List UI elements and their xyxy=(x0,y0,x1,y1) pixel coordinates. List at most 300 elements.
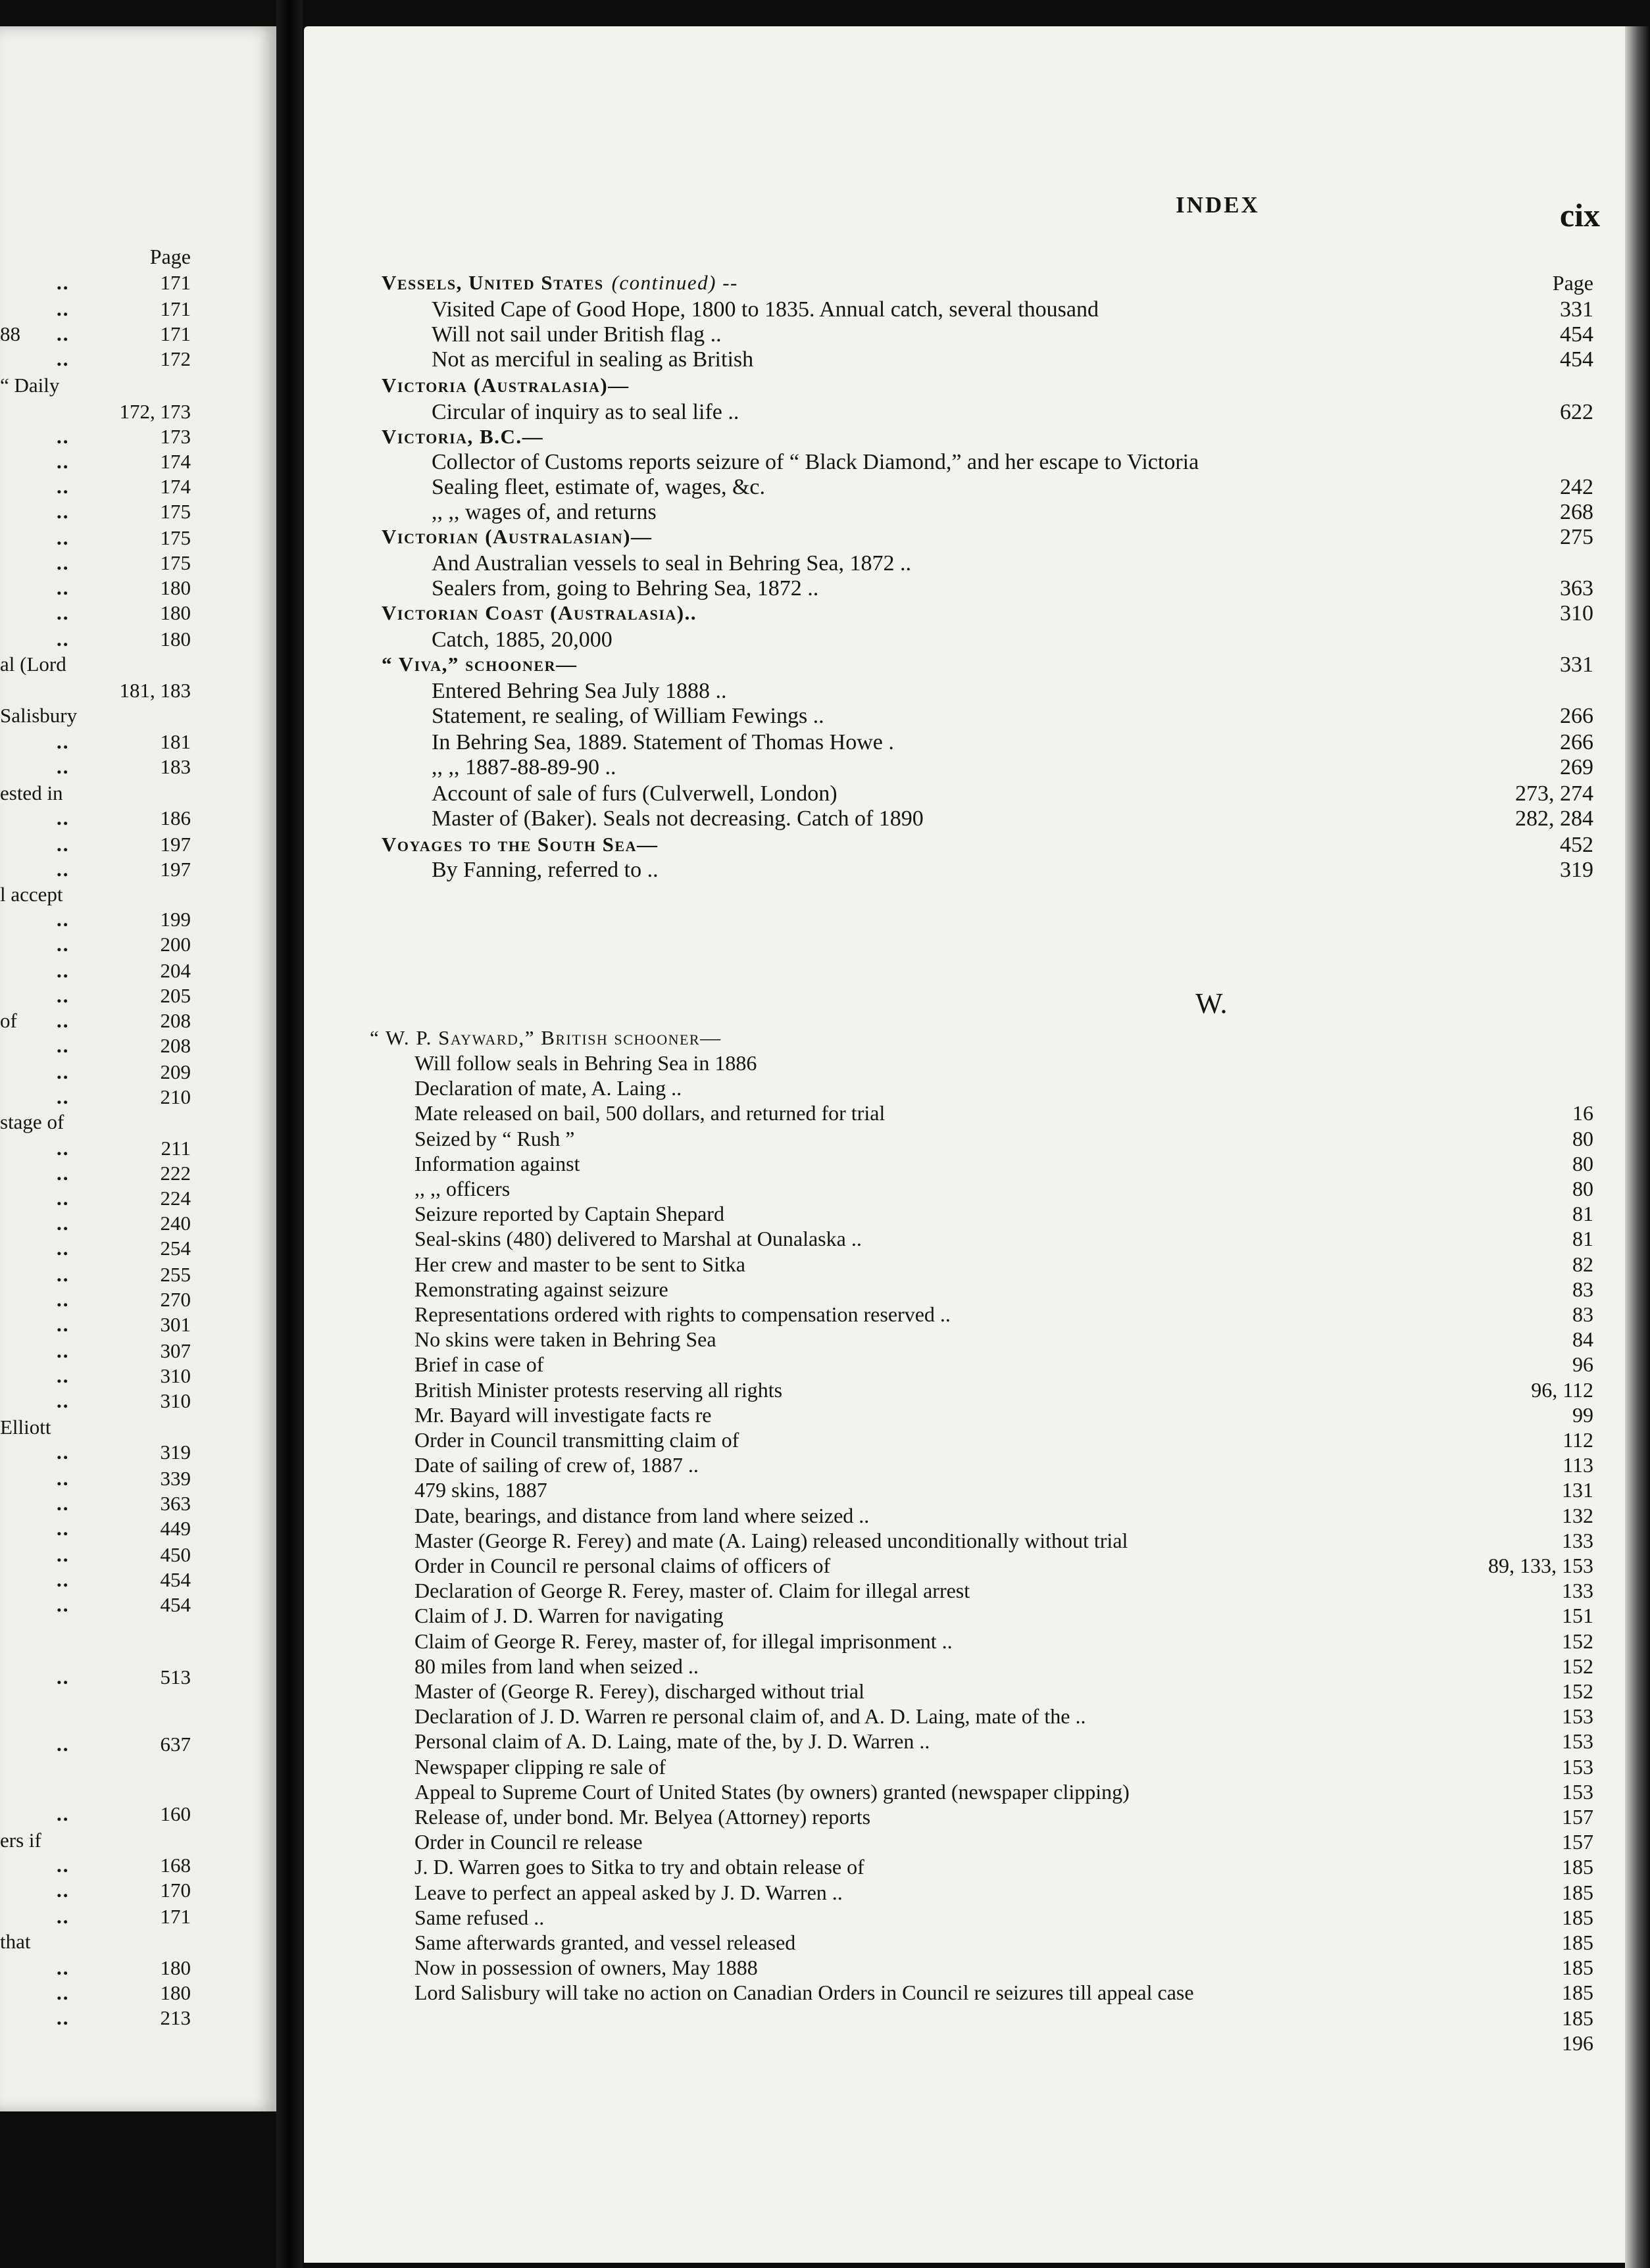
previous-page-row xyxy=(0,704,276,730)
previous-page-column-label: Page xyxy=(149,245,191,268)
previous-page-row xyxy=(0,959,276,985)
previous-page-row-page: 307 xyxy=(160,1339,191,1362)
index-page-number: 310 xyxy=(1560,601,1593,626)
index-page-number: 99 xyxy=(1572,1402,1593,1427)
previous-page-row-leader: .. xyxy=(57,1956,70,1979)
index-entry: Same refused .. xyxy=(414,1905,545,1929)
previous-page-row-page: 183 xyxy=(160,755,191,778)
index-page-number: 80 xyxy=(1572,1151,1593,1175)
previous-page-row-leader: .. xyxy=(57,1517,70,1540)
previous-page-row-page: 168 xyxy=(160,1854,191,1877)
previous-page-row-page: 175 xyxy=(160,551,191,574)
previous-page-row xyxy=(0,500,276,526)
previous-page-row-page: 170 xyxy=(160,1879,191,1902)
index-page-number: 80 xyxy=(1572,1126,1593,1150)
index-heading-text: “ Viva,” schooner— xyxy=(382,653,578,676)
index-page-number: 185 xyxy=(1562,1931,1593,1954)
index-page-number: 185 xyxy=(1562,1880,1593,1904)
previous-page-row-page: 173 xyxy=(160,425,191,448)
previous-page-row-text: ers if xyxy=(0,1829,41,1852)
previous-page-row xyxy=(0,601,276,628)
previous-page-row xyxy=(0,1110,276,1137)
index-page-number: 83 xyxy=(1572,1277,1593,1301)
index-entry: Information against xyxy=(414,1151,580,1175)
index-entry: Order in Council re release xyxy=(414,1830,643,1854)
index-page-number: 275 xyxy=(1560,525,1593,549)
index-page-number: 153 xyxy=(1562,1729,1593,1754)
index-page-number: 16 xyxy=(1572,1101,1593,1125)
index-page-number: 268 xyxy=(1560,500,1593,524)
previous-page-row-text: “ Daily xyxy=(0,374,60,397)
index-page-number: 319 xyxy=(1560,858,1593,882)
previous-page-row xyxy=(0,806,276,833)
index-entry: And Australian vessels to seal in Behring Sea, 1872 .. xyxy=(432,551,912,576)
index-page-number: 185 xyxy=(1562,2006,1593,2030)
previous-page-row-page: 454 xyxy=(160,1568,191,1591)
previous-page-row xyxy=(0,1313,276,1339)
index-page-number: 153 xyxy=(1562,1704,1593,1729)
previous-page-row-page: 211 xyxy=(161,1137,191,1160)
previous-page-row xyxy=(0,425,276,451)
previous-page-row-page: 175 xyxy=(160,526,191,549)
index-page-number: 84 xyxy=(1572,1327,1593,1352)
previous-page-row-leader: .. xyxy=(57,1060,70,1083)
index-heading-text: Victorian Coast (Australasia).. xyxy=(382,601,697,624)
previous-page-row-page: 200 xyxy=(160,933,191,956)
previous-page-row xyxy=(0,1085,276,1112)
index-entry: Claim of J. D. Warren for navigating xyxy=(414,1604,724,1628)
previous-page-row-leader: .. xyxy=(57,933,70,956)
index-page-number: 266 xyxy=(1560,704,1593,728)
page-edge-shadow xyxy=(1625,26,1650,2268)
previous-page-row-leader: .. xyxy=(57,1593,70,1616)
index-entry: Claim of George R. Ferey, master of, for illegal imprisonment .. xyxy=(414,1629,953,1653)
previous-page-row-page: 210 xyxy=(160,1085,191,1108)
previous-page-row-page: 637 xyxy=(160,1733,191,1756)
index-entry: Declaration of J. D. Warren re personal claim of, and A. D. Laing, mate of the .. xyxy=(414,1704,1086,1729)
previous-page-row-leader: .. xyxy=(57,1364,70,1387)
previous-page-row-page: 204 xyxy=(160,959,191,982)
index-entry: Seizure reported by Captain Shepard xyxy=(414,1202,724,1226)
index-entry: Visited Cape of Good Hope, 1800 to 1835. Annual catch, several thousand xyxy=(432,297,1099,322)
index-page-number: 622 xyxy=(1560,400,1593,424)
previous-page-row-page: 174 xyxy=(160,450,191,473)
index-page-number: 273, 274 xyxy=(1515,781,1593,806)
index-page-number: 131 xyxy=(1562,1478,1593,1502)
previous-page-row-leader: .. xyxy=(57,1288,70,1311)
previous-page-row-leader: .. xyxy=(57,425,70,448)
previous-page-row xyxy=(0,1212,276,1238)
previous-page-row-page: 513 xyxy=(160,1665,191,1689)
index-heading-text: Victorian (Australasian)— xyxy=(382,525,653,548)
index-heading xyxy=(382,374,630,397)
index-page-number: 133 xyxy=(1562,1528,1593,1552)
previous-page-row-page: 255 xyxy=(160,1263,191,1286)
previous-page-row xyxy=(0,1829,276,1855)
index-entry: Master of (George R. Ferey), discharged without trial xyxy=(414,1679,864,1703)
previous-page-row xyxy=(0,755,276,781)
index-page-number: 454 xyxy=(1560,322,1593,347)
index-page-number: 89, 133, 153 xyxy=(1488,1554,1593,1577)
previous-page-row-page: 224 xyxy=(160,1187,191,1210)
previous-page-row-page: 450 xyxy=(160,1543,191,1566)
previous-page-row-leader: .. xyxy=(57,1543,70,1566)
previous-page-row-leader: .. xyxy=(57,1034,70,1057)
index-page-number: 242 xyxy=(1560,475,1593,499)
index-entry: 479 skins, 1887 xyxy=(414,1478,547,1502)
index-entry: Master of (Baker). Seals not decreasing. Catch of 1890 xyxy=(432,806,924,831)
previous-page-fragment xyxy=(0,26,276,2111)
previous-page-row-page: 172, 173 xyxy=(119,400,191,423)
previous-page-row-leader: .. xyxy=(57,1802,70,1825)
index-page-number: 185 xyxy=(1562,1905,1593,1929)
previous-page-row-leader: .. xyxy=(57,1009,70,1032)
previous-page-row xyxy=(0,576,276,603)
previous-page-row-text: al (Lord xyxy=(0,653,66,676)
index-page-number: 331 xyxy=(1560,297,1593,322)
previous-page-row-page: 213 xyxy=(160,2006,191,2029)
previous-page-row-leader: .. xyxy=(57,1467,70,1490)
index-heading xyxy=(382,271,738,295)
index-heading xyxy=(382,601,697,625)
previous-page-row-page: 301 xyxy=(160,1313,191,1336)
previous-page-row xyxy=(0,858,276,884)
index-heading xyxy=(382,525,652,549)
previous-page-row-leader: .. xyxy=(57,271,70,294)
previous-page-row-page: 199 xyxy=(160,908,191,931)
previous-page-row-text: l accept xyxy=(0,883,63,906)
previous-page-row-leader: .. xyxy=(57,1854,70,1877)
index-page-number: 157 xyxy=(1562,1805,1593,1829)
previous-page-row xyxy=(0,1665,276,1692)
previous-page-row-leader: .. xyxy=(57,297,70,320)
previous-page-row-leader: .. xyxy=(57,475,70,498)
index-heading xyxy=(382,833,658,856)
previous-page-row-page: 197 xyxy=(160,858,191,881)
index-page-number: 269 xyxy=(1560,755,1593,779)
previous-page-row-leader: .. xyxy=(57,858,70,881)
previous-page-row xyxy=(0,1237,276,1263)
previous-page-row-page: 454 xyxy=(160,1593,191,1616)
index-entry: Brief in case of xyxy=(414,1352,544,1377)
previous-page-row xyxy=(0,1364,276,1391)
previous-page-row-leader: .. xyxy=(57,2006,70,2029)
previous-page-row xyxy=(0,883,276,909)
previous-page-row-leader: .. xyxy=(57,551,70,574)
previous-page-row-page: 205 xyxy=(160,984,191,1007)
previous-page-row xyxy=(0,271,276,297)
previous-page-row-text: Elliott xyxy=(0,1416,51,1439)
previous-page-row xyxy=(0,1930,276,1956)
index-page-number: 452 xyxy=(1560,833,1593,857)
previous-page-row-leader: .. xyxy=(57,526,70,549)
previous-page-row-leader: .. xyxy=(57,628,70,651)
previous-page-row xyxy=(0,679,276,705)
index-page-number: 157 xyxy=(1562,1830,1593,1854)
previous-page-row-page: 174 xyxy=(160,475,191,498)
previous-page-row-leader: .. xyxy=(57,347,70,370)
previous-page-row xyxy=(0,781,276,808)
previous-page-row xyxy=(0,2006,276,2033)
previous-page-row-page: 180 xyxy=(160,1981,191,2004)
previous-page-row xyxy=(0,1187,276,1213)
previous-page-row-leader: .. xyxy=(57,1879,70,1902)
previous-page-row-leader: .. xyxy=(57,1492,70,1515)
previous-page-row-leader: .. xyxy=(57,1905,70,1928)
previous-page-row xyxy=(0,322,276,349)
index-entry: British Minister protests reserving all rights xyxy=(414,1377,783,1402)
previous-page-row xyxy=(0,1263,276,1289)
previous-page-row xyxy=(0,1137,276,1163)
index-page-number: 185 xyxy=(1562,1956,1593,1980)
index-entry: No skins were taken in Behring Sea xyxy=(414,1327,716,1352)
page-folio: cix xyxy=(1559,197,1600,234)
index-entry: Now in possession of owners, May 1888 xyxy=(414,1956,758,1980)
index-page xyxy=(304,26,1646,2263)
index-entry: Account of sale of furs (Culverwell, London) xyxy=(432,781,838,806)
previous-page-row-leader: .. xyxy=(57,322,70,345)
previous-page-row-leader: .. xyxy=(57,500,70,523)
previous-page-row xyxy=(0,297,276,324)
previous-page-row-leader: .. xyxy=(57,959,70,982)
previous-page-row-page: 180 xyxy=(160,628,191,651)
previous-page-row xyxy=(0,475,276,501)
index-heading-text: Vessels, United States xyxy=(382,271,604,294)
previous-page-row xyxy=(0,730,276,756)
previous-page-row-leader: .. xyxy=(57,601,70,624)
previous-page-row xyxy=(0,526,276,553)
previous-page-row xyxy=(0,1009,276,1035)
previous-page-row-page: 208 xyxy=(160,1009,191,1032)
running-head: INDEX xyxy=(1176,192,1260,218)
previous-page-row xyxy=(0,1854,276,1880)
index-entry: Order in Council transmitting claim of xyxy=(414,1428,739,1452)
index-page-number: 152 xyxy=(1562,1654,1593,1678)
previous-page-row-leader: .. xyxy=(57,450,70,473)
previous-page-row-page: 310 xyxy=(160,1389,191,1412)
previous-page-row xyxy=(0,1568,276,1594)
previous-page-row xyxy=(0,1802,276,1829)
index-entry: Personal claim of A. D. Laing, mate of the, by J. D. Warren .. xyxy=(414,1729,930,1754)
previous-page-row xyxy=(0,984,276,1010)
previous-page-row-text: Salisbury xyxy=(0,704,78,727)
index-page-number: 151 xyxy=(1562,1604,1593,1628)
index-page-number: 112 xyxy=(1562,1428,1593,1452)
index-entry: Will follow seals in Behring Sea in 1886 xyxy=(414,1051,757,1075)
previous-page-row-leader: .. xyxy=(57,1568,70,1591)
index-page-number: 81 xyxy=(1572,1202,1593,1226)
index-entry: ,, ,, officers xyxy=(414,1177,511,1200)
previous-page-row-page: 180 xyxy=(160,1956,191,1979)
previous-page-row-page: 180 xyxy=(160,576,191,599)
previous-page-row-leader: .. xyxy=(57,730,70,753)
previous-page-row-page: 208 xyxy=(160,1034,191,1057)
previous-page-row-page: 209 xyxy=(160,1060,191,1083)
index-entry: Leave to perfect an appeal asked by J. D. Warren .. xyxy=(414,1880,843,1904)
index-heading-note: (continued) -- xyxy=(611,271,738,294)
previous-page-row-leader: .. xyxy=(57,1441,70,1464)
index-entry: Statement, re sealing, of William Fewings .. xyxy=(432,704,824,728)
previous-page-row-leader: .. xyxy=(57,984,70,1007)
previous-page-row xyxy=(0,1441,276,1467)
previous-page-row xyxy=(0,1905,276,1931)
index-entry: Will not sail under British flag .. xyxy=(432,322,722,347)
previous-page-row-page: 171 xyxy=(160,322,191,345)
index-page-number: 266 xyxy=(1560,730,1593,754)
index-entry: ,, ,, wages of, and returns xyxy=(432,500,657,524)
index-page-number: 153 xyxy=(1562,1754,1593,1779)
index-entry: Remonstrating against seizure xyxy=(414,1277,668,1301)
previous-page-row-page: 449 xyxy=(160,1517,191,1540)
previous-page-row xyxy=(0,450,276,476)
previous-page-row-page: 254 xyxy=(160,1237,191,1260)
index-entry: J. D. Warren goes to Sitka to try and obtain release of xyxy=(414,1855,864,1879)
previous-page-row-page: 171 xyxy=(160,1905,191,1928)
previous-page-row-leader: .. xyxy=(57,1733,70,1756)
previous-page-row-leader: .. xyxy=(57,806,70,829)
previous-page-row-leader: .. xyxy=(57,1313,70,1336)
index-page-number: 83 xyxy=(1572,1302,1593,1326)
previous-page-row xyxy=(0,653,276,679)
previous-page-row-page: 171 xyxy=(160,271,191,294)
previous-page-row xyxy=(0,347,276,374)
index-entry: Mr. Bayard will investigate facts re xyxy=(414,1402,712,1427)
index-entry: Entered Behring Sea July 1888 .. xyxy=(432,679,727,703)
previous-page-row-leader: .. xyxy=(57,1187,70,1210)
index-page-number: 96, 112 xyxy=(1531,1377,1593,1402)
previous-page-row-page: 180 xyxy=(160,601,191,624)
index-entry: Same afterwards granted, and vessel released xyxy=(414,1931,796,1954)
previous-page-row-page: 175 xyxy=(160,500,191,523)
previous-page-row-page: 172 xyxy=(160,347,191,370)
previous-page-row xyxy=(0,833,276,859)
index-entry: Collector of Customs reports seizure of “ Black Diamond,” and her escape to Victoria xyxy=(432,450,1199,474)
index-entry: Date, bearings, and distance from land where seized .. xyxy=(414,1503,870,1527)
index-page-number: 153 xyxy=(1562,1779,1593,1804)
index-entry: Release of, under bond. Mr. Belyea (Attorney) reports xyxy=(414,1805,871,1829)
previous-page-row-leader: .. xyxy=(57,1085,70,1108)
previous-page-row xyxy=(0,1288,276,1314)
previous-page-row-page: 222 xyxy=(160,1162,191,1185)
previous-page-row-text: ested in xyxy=(0,781,63,804)
index-entry: Seal-skins (480) delivered to Marshal at Ounalaska .. xyxy=(414,1227,862,1251)
previous-page-row xyxy=(0,1517,276,1543)
previous-page-row xyxy=(0,1162,276,1188)
previous-page-row xyxy=(0,1492,276,1518)
index-page-number: 81 xyxy=(1572,1227,1593,1251)
previous-page-row xyxy=(0,1593,276,1619)
index-entry: Her crew and master to be sent to Sitka xyxy=(414,1252,745,1276)
index-heading: “ W. P. Sayward,” British schooner— xyxy=(370,1026,722,1049)
page-column-label: Page xyxy=(1552,271,1593,295)
index-entry: Lord Salisbury will take no action on Canadian Orders in Council re seizures till appeal case xyxy=(414,1981,1194,2005)
index-entry: Not as merciful in sealing as British xyxy=(432,347,754,372)
previous-page-row xyxy=(0,1879,276,1905)
previous-page-row xyxy=(0,1389,276,1416)
index-heading xyxy=(382,425,543,449)
index-entry: Appeal to Supreme Court of United States (by owners) granted (newspaper clipping) xyxy=(414,1779,1130,1804)
previous-page-row-page: 181 xyxy=(160,730,191,753)
index-entry: Sealing fleet, estimate of, wages, &c. xyxy=(432,475,765,499)
index-entry: Date of sailing of crew of, 1887 .. xyxy=(414,1453,699,1477)
index-entry: In Behring Sea, 1889. Statement of Thomas Howe . xyxy=(432,730,894,754)
previous-page-row-leader: .. xyxy=(57,1339,70,1362)
index-entry: Sealers from, going to Behring Sea, 1872 .. xyxy=(432,576,819,601)
index-entry: Seized by “ Rush ” xyxy=(414,1126,575,1150)
previous-page-row-leader: .. xyxy=(57,1212,70,1235)
previous-page-row-leader: .. xyxy=(57,1263,70,1286)
previous-page-row xyxy=(0,400,276,426)
index-entry: Master (George R. Ferey) and mate (A. Laing) released unconditionally without trial xyxy=(414,1528,1128,1552)
previous-page-row-page: 181, 183 xyxy=(119,679,191,702)
index-heading-text: Voyages to the South Sea— xyxy=(382,833,659,856)
previous-page-row-page: 240 xyxy=(160,1212,191,1235)
previous-page-row-page: 270 xyxy=(160,1288,191,1311)
index-entry: Newspaper clipping re sale of xyxy=(414,1754,666,1779)
previous-page-row-leader: .. xyxy=(57,755,70,778)
index-entry: Circular of inquiry as to seal life .. xyxy=(432,400,739,424)
previous-page-row-leader: .. xyxy=(57,1665,70,1689)
index-entry: Representations ordered with rights to compensation reserved .. xyxy=(414,1302,951,1326)
previous-page-row-page: 186 xyxy=(160,806,191,829)
previous-page-row xyxy=(0,1060,276,1087)
index-page-number: 113 xyxy=(1562,1453,1593,1477)
index-page-number: 185 xyxy=(1562,1855,1593,1879)
previous-page-row-text: of xyxy=(0,1009,17,1032)
previous-page-row-text: 88 xyxy=(0,322,20,345)
previous-page-row-page: 197 xyxy=(160,833,191,856)
previous-page-row xyxy=(0,1981,276,2008)
previous-page-row-leader: .. xyxy=(57,1237,70,1260)
index-page-number: 363 xyxy=(1560,576,1593,601)
previous-page-row-page: 310 xyxy=(160,1364,191,1387)
index-page-number: 82 xyxy=(1572,1252,1593,1276)
previous-page-row-text: stage of xyxy=(0,1110,64,1133)
previous-page-row-leader: .. xyxy=(57,1137,70,1160)
index-entry: Declaration of George R. Ferey, master of. Claim for illegal arrest xyxy=(414,1579,970,1603)
index-entry: Mate released on bail, 500 dollars, and returned for trial xyxy=(414,1101,886,1125)
previous-page-row xyxy=(0,933,276,959)
index-heading-text: Victoria, B.C.— xyxy=(382,425,544,448)
previous-page-row-leader: .. xyxy=(57,1981,70,2004)
index-entry: Declaration of mate, A. Laing .. xyxy=(414,1076,682,1100)
index-page-number: 80 xyxy=(1572,1177,1593,1200)
index-entry: 80 miles from land when seized .. xyxy=(414,1654,699,1678)
index-page-number: 196 xyxy=(1562,2031,1593,2055)
previous-page-row-page: 339 xyxy=(160,1467,191,1490)
previous-page-row xyxy=(0,908,276,934)
index-page-number: 282, 284 xyxy=(1515,806,1593,831)
previous-page-row xyxy=(0,1733,276,1759)
index-page-number: 185 xyxy=(1562,1981,1593,2005)
index-page-number: 454 xyxy=(1560,347,1593,372)
previous-page-row-leader: .. xyxy=(57,1162,70,1185)
previous-page-row-leader: .. xyxy=(57,908,70,931)
section-letter: W. xyxy=(1195,987,1228,1020)
index-page-number: 331 xyxy=(1560,653,1593,677)
previous-page-row xyxy=(0,1543,276,1569)
index-entry: ,, ,, 1887-88-89-90 .. xyxy=(432,755,616,779)
index-page-number: 96 xyxy=(1572,1352,1593,1377)
previous-page-row xyxy=(0,551,276,578)
previous-page-row xyxy=(0,1416,276,1442)
previous-page-row-page: 319 xyxy=(160,1441,191,1464)
previous-page-row xyxy=(0,1467,276,1493)
previous-page-row xyxy=(0,1034,276,1060)
previous-page-row xyxy=(0,628,276,654)
previous-page-row-page: 160 xyxy=(160,1802,191,1825)
previous-page-row-page: 363 xyxy=(160,1492,191,1515)
